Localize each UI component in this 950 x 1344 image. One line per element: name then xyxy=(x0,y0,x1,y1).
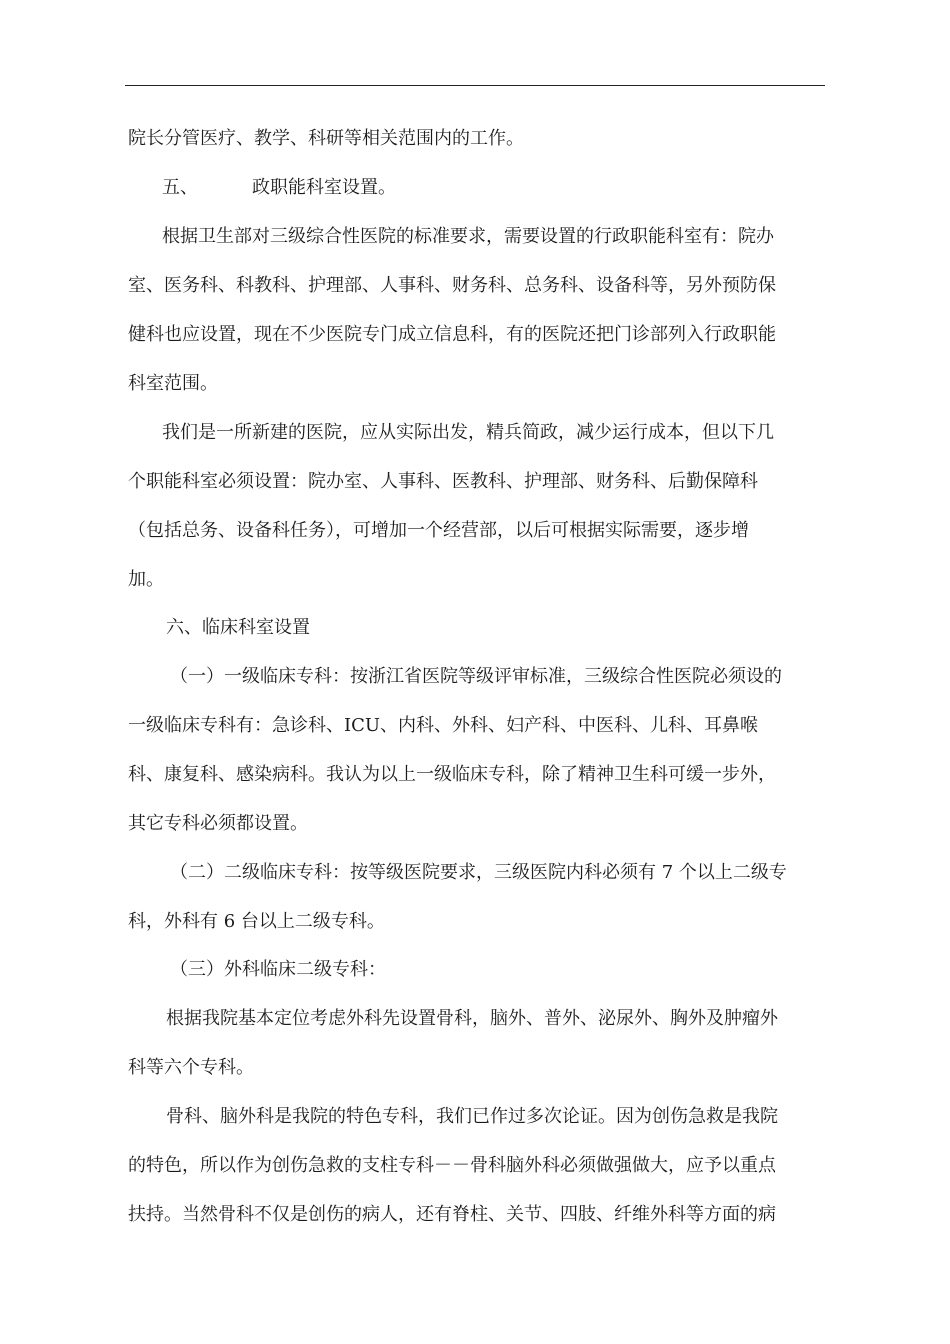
text-line: 科室范围。 xyxy=(128,373,218,394)
text-line: 院长分管医疗、教学、科研等相关范围内的工作。 xyxy=(128,128,524,149)
text-line: 我们是一所新建的医院，应从实际出发，精兵简政，减少运行成本，但以下几 xyxy=(162,422,774,443)
section-title: 政职能科室设置。 xyxy=(252,177,396,198)
text-line: （二）二级临床专科：按等级医院要求，三级医院内科必须有 7 个以上二级专 xyxy=(170,862,787,883)
text-line: 加。 xyxy=(128,569,164,590)
section-heading-five xyxy=(162,176,396,200)
text-line: 室、医务科、科教科、护理部、人事科、财务科、总务科、设备科等，另外预防保 xyxy=(128,275,776,296)
text-line: 科、康复科、感染病科。我认为以上一级临床专科，除了精神卫生科可缓一步外， xyxy=(128,764,776,785)
text-line: 个职能科室必须设置：院办室、人事科、医教科、护理部、财务科、后勤保障科 xyxy=(128,471,758,492)
header-rule xyxy=(125,85,825,86)
text-line: 健科也应设置，现在不少医院专门成立信息科，有的医院还把门诊部列入行政职能 xyxy=(128,324,776,345)
text-line: 科等六个专科。 xyxy=(128,1057,254,1078)
text-line: 扶持。当然骨科不仅是创伤的病人，还有脊柱、关节、四肢、纤维外科等方面的病 xyxy=(128,1204,776,1225)
text-line: 根据卫生部对三级综合性医院的标准要求，需要设置的行政职能科室有：院办 xyxy=(162,226,774,247)
section-number: 五、 xyxy=(162,177,198,198)
text-line: （包括总务、设备科任务），可增加一个经营部，以后可根据实际需要，逐步增 xyxy=(128,520,749,541)
text-line: 一级临床专科有：急诊科、ICU、内科、外科、妇产科、中医科、儿科、耳鼻喉 xyxy=(128,715,759,736)
text-line: 科，外科有 6 台以上二级专科。 xyxy=(128,911,385,932)
text-line: 骨科、脑外科是我院的特色专科，我们已作过多次论证。因为创伤急救是我院 xyxy=(166,1106,778,1127)
text-line: 根据我院基本定位考虑外科先设置骨科，脑外、普外、泌尿外、胸外及肿瘤外 xyxy=(166,1008,778,1029)
text-line: （一）一级临床专科：按浙江省医院等级评审标准，三级综合性医院必须设的 xyxy=(170,666,782,687)
subheading: （三）外科临床二级专科： xyxy=(170,959,386,980)
section-heading-six: 六、临床科室设置 xyxy=(166,617,310,638)
text-line: 其它专科必须都设置。 xyxy=(128,813,308,834)
text-line: 的特色，所以作为创伤急救的支柱专科－－骨科脑外科必须做强做大，应予以重点 xyxy=(128,1155,776,1176)
